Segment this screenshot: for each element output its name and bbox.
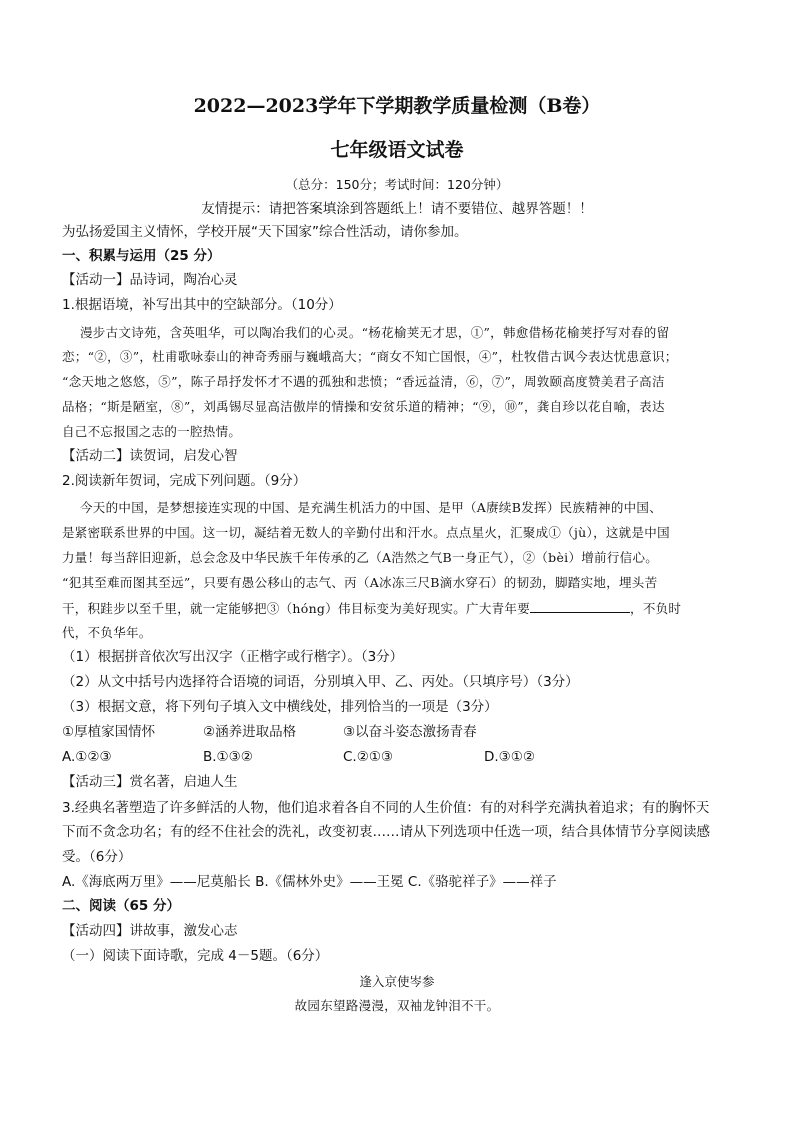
option-item: ①厚植家国情怀	[62, 724, 156, 740]
q2-paragraph-line: “犯其至难而图其至远”，只要有愚公移山的志气、丙（A冰冻三尺B滴水穿石）的韧劲，脚踏实地，埋头苦	[62, 575, 658, 590]
score-info: （总分：150分；考试时间：120分钟）	[285, 177, 509, 192]
poem-title: 逢入京使岑参	[359, 974, 435, 989]
section2-heading: 二、阅读（65 分）	[62, 898, 180, 914]
q3-paragraph-line: 3.经典名著塑造了许多鲜活的人物，他们追求着各自不同的人生价值：有的对科学充满执着追求；有的胸怀天	[62, 800, 710, 816]
q1-paragraph-line: “念天地之悠悠，⑤”，陈子昂抒发怀才不遇的孤独和悲愤；“香远益清，⑥，⑦”，周敦颐高度赞美君子高洁	[62, 374, 665, 389]
q2-sub3: （3）根据文意，将下列句子填入文中横线处，排列恰当的一项是（3分）	[62, 699, 498, 715]
choice-d: D.③①②	[484, 749, 535, 765]
activity4-heading: 【活动四】讲故事，激发心志	[62, 923, 238, 939]
activity2-heading: 【活动二】读贺词，启发心智	[62, 448, 238, 464]
choice-b: B.①③②	[203, 749, 253, 765]
q2-paragraph-line	[62, 598, 681, 619]
answer-blank[interactable]	[530, 598, 630, 613]
part1-prompt: （一）阅读下面诗歌，完成 4－5题。（6分）	[62, 948, 329, 964]
question2-prompt: 2.阅读新年贺词，完成下列问题。（9分）	[62, 473, 307, 489]
q2-sub1: （1）根据拼音依次写出汉字（正楷字或行楷字）。（3分）	[62, 649, 404, 665]
friendly-tip: 友情提示：请把答案填涂到答题纸上！请不要错位、越界答题！！	[201, 201, 593, 217]
q2-paragraph-line: 今天的中国，是梦想接连实现的中国、是充满生机活力的中国、是甲（A赓续B发挥）民族精神的中国、	[80, 500, 663, 515]
question1-prompt: 1.根据语境，补写出其中的空缺部分。（10分）	[62, 297, 342, 313]
intro-text: 为弘扬爱国主义情怀，学校开展“天下国家”综合性活动，请你参加。	[62, 224, 468, 240]
q1-paragraph-line: 漫步古文诗苑，含英咀华，可以陶冶我们的心灵。“杨花榆荚无才思，①”，韩愈借杨花榆荚抒写对春的留	[80, 325, 670, 340]
q3-paragraph-line: 受。（6分）	[62, 849, 132, 865]
q1-paragraph-line: 品格；“斯是陋室，⑧”，刘禹锡尽显高洁傲岸的情操和安贫乐道的精神；“⑨，⑩”，龚自珍以花自喻，表达	[62, 399, 665, 414]
activity3-heading: 【活动三】赏名著，启迪人生	[62, 774, 238, 790]
option-item: ③以奋斗姿态激扬青春	[343, 724, 477, 740]
exam-title: 2022—2023学年下学期教学质量检测（B卷）	[193, 95, 601, 117]
exam-subtitle: 七年级语文试卷	[330, 139, 464, 161]
q2-line5-text: 干，积跬步以至千里，就一定能够把③（hóng）伟目标变为美好现实。广大青年要	[62, 601, 531, 616]
q1-paragraph-line: 恋；“②，③”，杜甫歌咏泰山的神奇秀丽与巍峨高大；“商女不知亡国恨，④”，杜牧借古讽今表达忧患意识；	[62, 349, 678, 364]
q1-paragraph-line: 自己不忘报国之志的一腔热情。	[62, 424, 242, 439]
q3-paragraph-line: 下而不贪念功名；有的经不住社会的洗礼，改变初衷……请从下列选项中任选一项，结合具体情节分享阅读感	[62, 824, 710, 840]
section1-heading: 一、积累与运用（25 分）	[62, 248, 221, 264]
option-item: ②涵养进取品格	[203, 724, 297, 740]
poem-line: 故园东望路漫漫，双袖龙钟泪不干。	[294, 998, 500, 1013]
choice-c: C.②①③	[343, 749, 394, 765]
q3-choices: A.《海底两万里》——尼莫船长 B.《儒林外史》——王冕 C.《骆驼祥子》——祥子	[62, 874, 557, 890]
choice-a: A.①②③	[62, 749, 112, 765]
activity1-heading: 【活动一】品诗词，陶冶心灵	[62, 272, 238, 288]
q2-paragraph-line: 是紧密联系世界的中国。这一切，凝结着无数人的辛勤付出和汗水。点点星火，汇聚成①（jù），这就是中国	[62, 525, 670, 540]
q2-sub2: （2）从文中括号内选择符合语境的词语，分别填入甲、乙、丙处。（只填序号）（3分）	[62, 674, 579, 690]
q2-paragraph-line: 力量！每当辞旧迎新，总会念及中华民族千年传承的乙（A浩然之气B一身正气），②（bèi）增前行信心。	[62, 550, 659, 565]
q2-line5-tail: ，不负时	[630, 601, 682, 616]
q2-paragraph-line: 代，不负华年。	[62, 625, 152, 640]
